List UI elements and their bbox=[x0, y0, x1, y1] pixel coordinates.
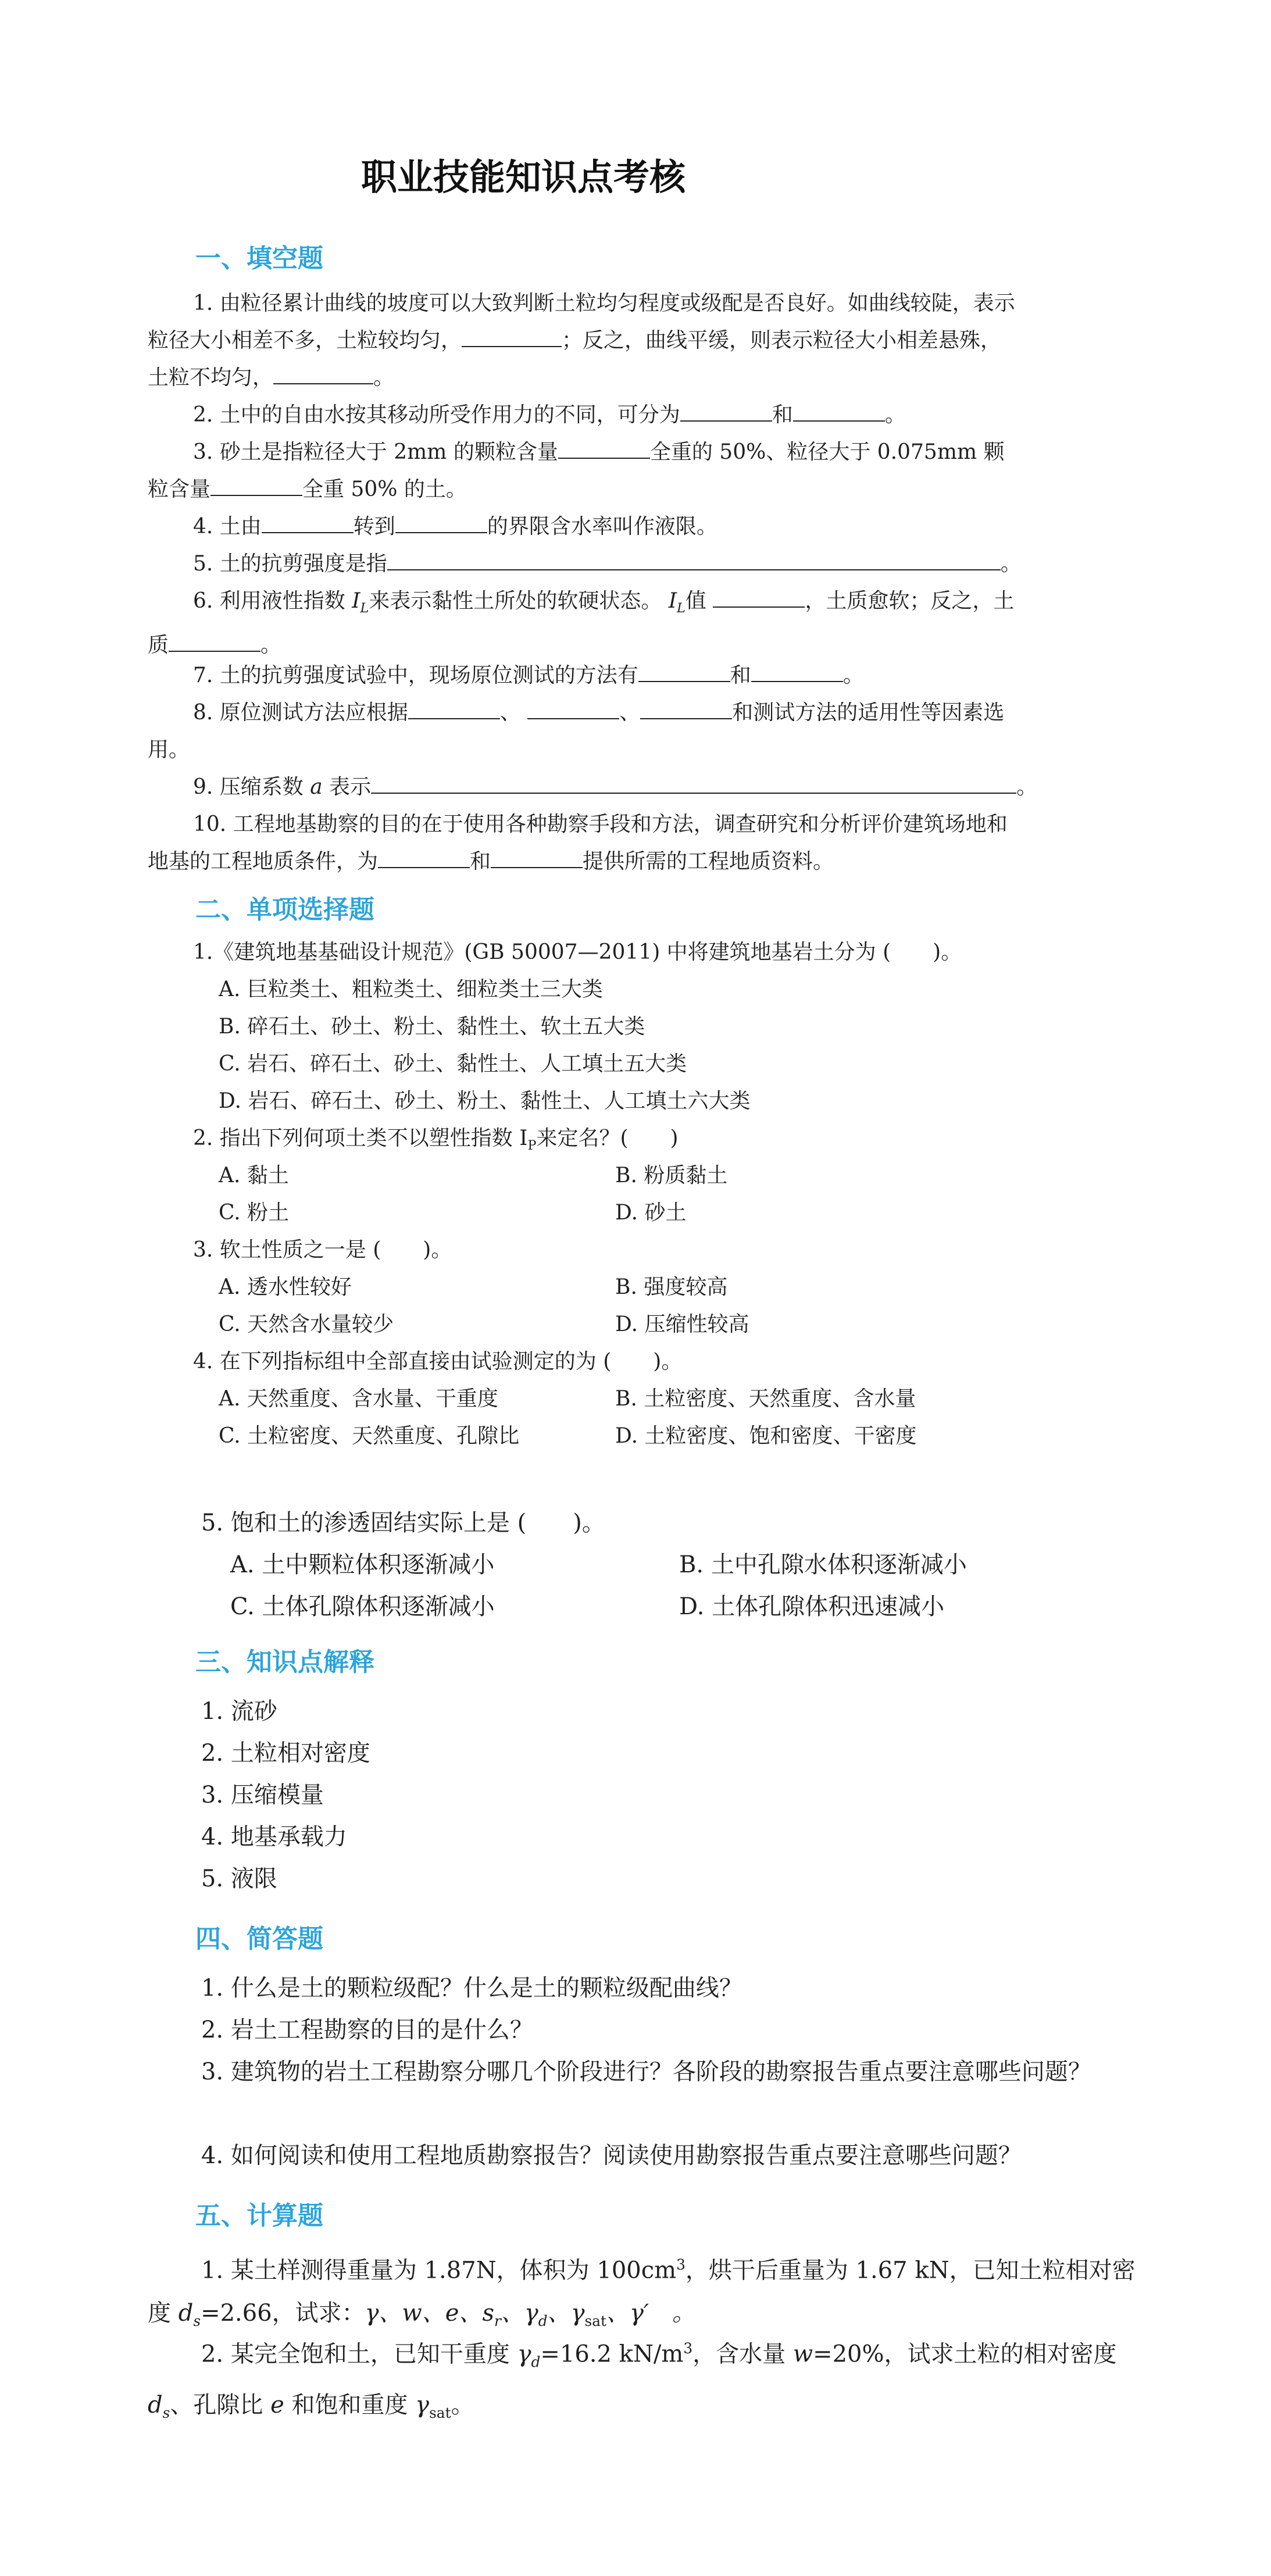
answer-blank bbox=[462, 329, 562, 347]
answer-blank bbox=[680, 403, 772, 422]
answer-blank bbox=[640, 701, 732, 719]
fill-question-10: 10. 工程地基勘察的目的在于使用各种勘察手段和方法，调查研究和分析评价建筑场地和地基的工程地质条件，为 和 提供所需的工程地质资料。 bbox=[148, 812, 1008, 873]
choice-option: C. 土粒密度、天然重度、孔隙比 bbox=[219, 1424, 520, 1448]
choice-option: B. 土粒密度、天然重度、含水量 bbox=[615, 1387, 916, 1411]
choice-question-3: 3. 软土性质之一是 ( )。 bbox=[193, 1238, 452, 1262]
choice-option: A. 巨粒类土、粗粒类土、细粒类土三大类 bbox=[219, 977, 603, 1001]
section-heading-calculation: 五、计算题 bbox=[195, 2201, 323, 2231]
answer-blank bbox=[751, 663, 843, 682]
explain-item: 5. 液限 bbox=[201, 1865, 277, 1892]
choice-option: B. 粉质黏土 bbox=[615, 1164, 728, 1187]
calc-question-1: 1. 某土样测得重量为 1.87N，体积为 $100cm^3$，烘干后重量为 1.67 kN，已知土粒相对密度 $d_s=2.66$，试求：γ、w、e、$s_r$、$\gamma_d$、$\gamma_{sat}$、γ′ 。 bbox=[148, 2256, 1136, 2330]
answer-blank bbox=[273, 366, 373, 384]
fill-question-9: 9. 压缩系数 a 表示 。 bbox=[193, 775, 1038, 799]
choice-option: D. 砂土 bbox=[615, 1201, 687, 1225]
short-question-3: 3. 建筑物的岩土工程勘察分哪几个阶段进行？各阶段的勘察报告重点要注意哪些问题？ bbox=[201, 2058, 1091, 2085]
section-heading-short-answer: 四、简答题 bbox=[195, 1924, 323, 1954]
answer-blank bbox=[262, 515, 354, 533]
choice-option: C. 天然含水量较少 bbox=[219, 1312, 394, 1336]
answer-blank bbox=[371, 775, 1016, 794]
choice-option: C. 土体孔隙体积逐渐减小 bbox=[230, 1593, 495, 1620]
answer-blank bbox=[378, 850, 470, 868]
choice-option: D. 土体孔隙体积迅速减小 bbox=[679, 1593, 945, 1620]
answer-blank bbox=[793, 403, 885, 422]
choice-option: A. 黏土 bbox=[219, 1164, 289, 1187]
fill-question-2: 2. 土中的自由水按其移动所受作用力的不同，可分为 和 。 bbox=[193, 403, 906, 427]
fill-question-7: 7. 土的抗剪强度试验中，现场原位测试的方法有 和 。 bbox=[193, 663, 864, 687]
explain-item: 2. 土粒相对密度 bbox=[201, 1740, 370, 1767]
fill-question-8: 8. 原位测试方法应根据 、 、 和测试方法的适用性等因素选用。 bbox=[148, 701, 1005, 762]
choice-question-5: 5. 饱和土的渗透固结实际上是 ( )。 bbox=[201, 1510, 605, 1536]
section-heading-fill-blank: 一、填空题 bbox=[195, 244, 323, 273]
choice-option: B. 土中孔隙水体积逐渐减小 bbox=[679, 1551, 967, 1578]
fill-question-3: 3. 砂土是指粒径大于 2mm 的颗粒含量 全重的 50%、粒径大于 0.075mm 颗粒含量 全重 50% 的土。 bbox=[148, 440, 1005, 501]
choice-option: C. 粉土 bbox=[219, 1201, 290, 1225]
choice-option: D. 土粒密度、饱和密度、干密度 bbox=[615, 1424, 917, 1448]
choice-question-4: 4. 在下列指标组中全部直接由试验测定的为 ( )。 bbox=[193, 1350, 683, 1373]
explain-item: 4. 地基承载力 bbox=[201, 1824, 347, 1850]
fill-question-1: 1. 由粒径累计曲线的坡度可以大致判断土粒均匀程度或级配是否良好。如曲线较陡，表示粒径大小相差不多，土粒较均匀， ；反之，曲线平缓，则表示粒径大小相差悬殊，土粒不均匀， 。 bbox=[148, 291, 1015, 390]
answer-blank bbox=[713, 589, 805, 608]
answer-blank bbox=[408, 701, 500, 719]
fill-question-6: 6. 利用液性指数 $I_L$来表示黏性土所处的软硬状态。 $I_L$值 ，土质愈软；反之，土质 。 bbox=[148, 589, 1015, 658]
answer-blank bbox=[169, 633, 260, 652]
answer-blank bbox=[395, 515, 487, 533]
choice-option: A. 土中颗粒体积逐渐减小 bbox=[230, 1551, 495, 1578]
short-question-4: 4. 如何阅读和使用工程地质勘察报告？阅读使用勘察报告重点要注意哪些问题？ bbox=[201, 2142, 1022, 2169]
section-heading-knowledge-explanation: 三、知识点解释 bbox=[195, 1647, 374, 1677]
choice-option: B. 碎石土、砂土、粉土、黏性土、软土五大类 bbox=[219, 1015, 645, 1039]
page-title: 职业技能知识点考核 bbox=[360, 156, 686, 198]
choice-option: D. 压缩性较高 bbox=[615, 1312, 749, 1336]
answer-blank bbox=[491, 850, 583, 868]
section-heading-single-choice: 二、单项选择题 bbox=[195, 895, 374, 925]
fill-question-5: 5. 土的抗剪强度是指 。 bbox=[193, 552, 1022, 576]
answer-blank bbox=[387, 552, 1001, 570]
short-question-1: 1. 什么是土的颗粒级配？什么是土的颗粒级配曲线？ bbox=[201, 1975, 742, 2001]
choice-option: A. 天然重度、含水量、干重度 bbox=[219, 1387, 498, 1411]
answer-blank bbox=[638, 663, 730, 682]
choice-option: C. 岩石、碎石土、砂土、黏性土、人工填土五大类 bbox=[219, 1052, 687, 1076]
answer-blank bbox=[558, 440, 650, 459]
explain-item: 3. 压缩模量 bbox=[201, 1782, 324, 1808]
answer-blank bbox=[527, 701, 619, 719]
choice-question-1: 1.《建筑地基基础设计规范》(GB 50007—2011) 中将建筑地基岩土分为 ( )。 bbox=[193, 940, 962, 964]
fill-question-4: 4. 土由 转到 的界限含水率叫作液限。 bbox=[193, 515, 717, 538]
choice-option: D. 岩石、碎石土、砂土、粉土、黏性土、人工填土六大类 bbox=[219, 1089, 751, 1113]
answer-blank bbox=[210, 477, 302, 496]
explain-item: 1. 流砂 bbox=[201, 1698, 277, 1725]
calc-question-2: 2. 某完全饱和土，已知干重度 $\gamma_d=16.2$ $kN/m^3$，含水量 w=20%，试求土粒的相对密度 $d_s$、孔隙比 e 和饱和重度 $\gamma_{sat}$。 bbox=[148, 2340, 1117, 2422]
choice-question-2: 2. 指出下列何项土类不以塑性指数 $I_P$来定名？( ) bbox=[193, 1126, 679, 1154]
choice-option: B. 强度较高 bbox=[615, 1275, 728, 1299]
short-question-2: 2. 岩土工程勘察的目的是什么？ bbox=[201, 2017, 533, 2043]
choice-option: A. 透水性较好 bbox=[219, 1275, 352, 1299]
